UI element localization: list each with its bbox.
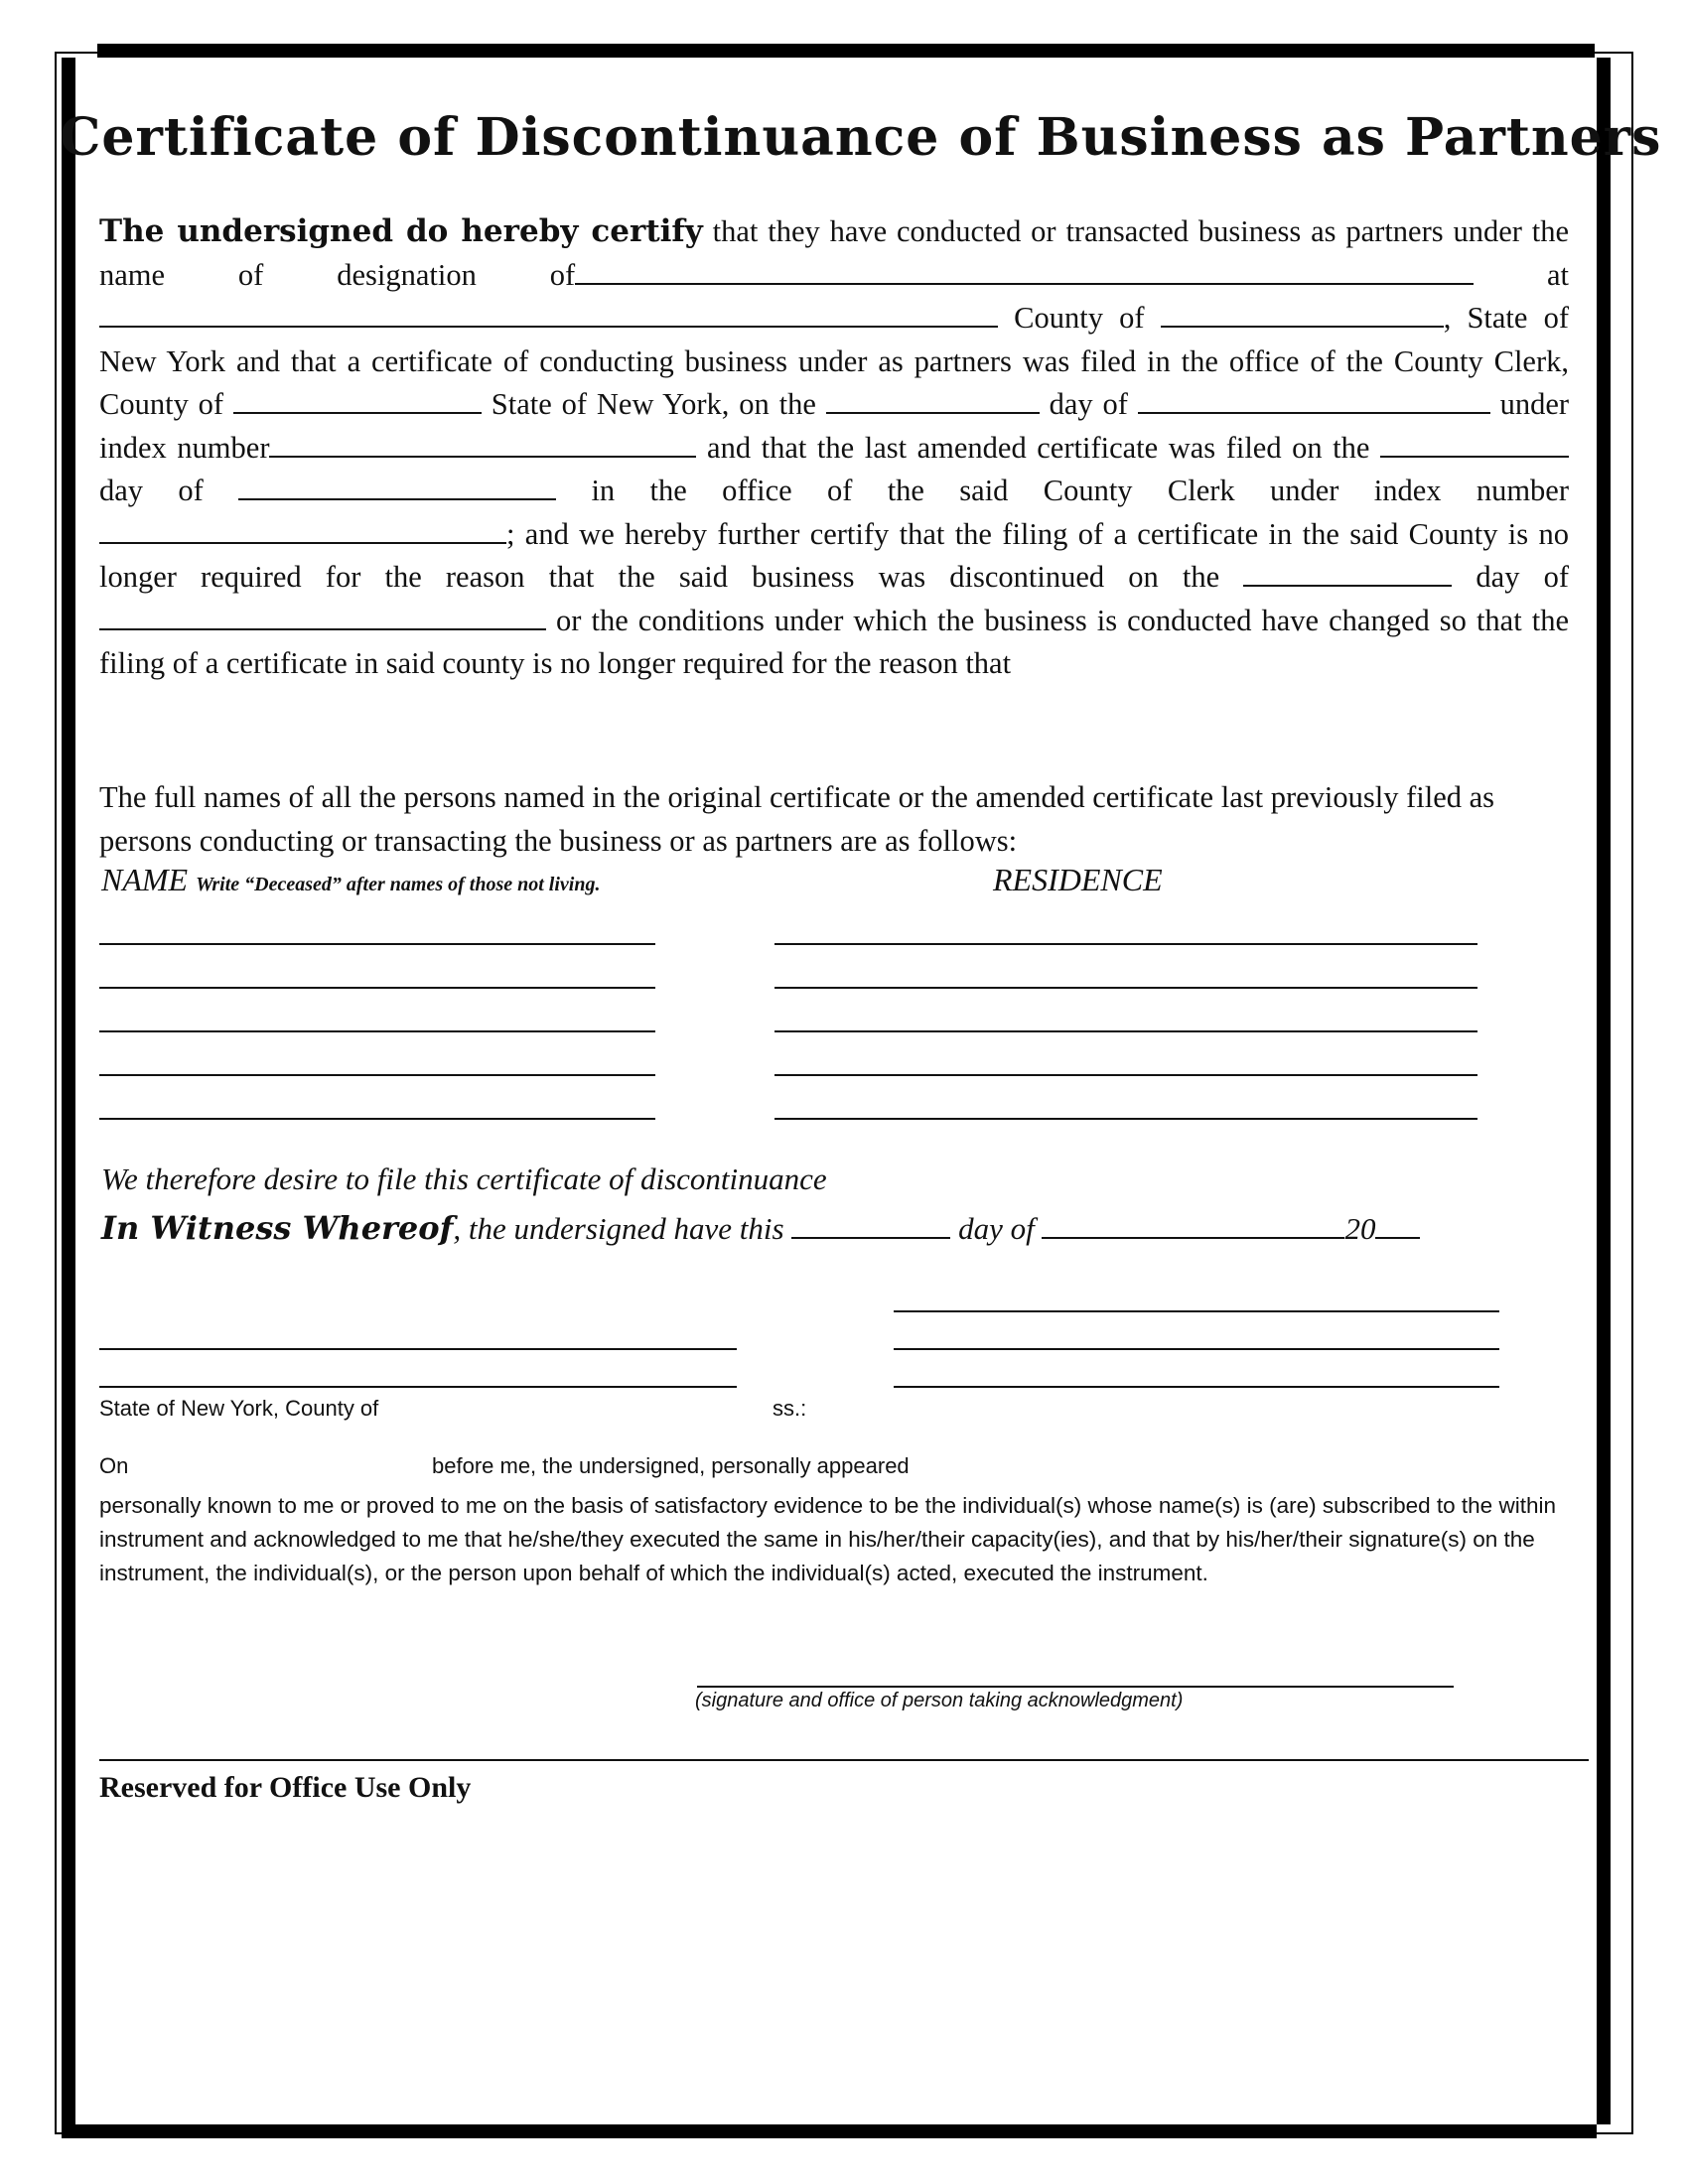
certification-paragraph — [99, 210, 1569, 686]
left-signature-line-1[interactable] — [99, 1348, 737, 1350]
business-name-field[interactable] — [575, 256, 1474, 285]
top-border-bar — [97, 44, 1595, 58]
name-line-5[interactable] — [99, 1118, 655, 1120]
desire-statement: We therefore desire to file this certificate of discontinuance — [101, 1161, 827, 1196]
bottom-border-bar — [62, 2124, 1597, 2138]
signature-caption: (signature and office of person taking acknowledgment) — [695, 1690, 1184, 1711]
discontinued-day-field[interactable] — [1243, 558, 1452, 587]
residence-line-4[interactable] — [774, 1074, 1477, 1076]
text-s7: under index number — [99, 387, 1570, 465]
witness-year-field[interactable] — [1375, 1210, 1420, 1239]
name-line-4[interactable] — [99, 1074, 655, 1076]
ss-label: ss.: — [773, 1396, 807, 1421]
reserved-label: Reserved for Office Use Only — [99, 1771, 472, 1804]
witness-text-3: 20 — [1344, 1211, 1376, 1246]
text-s3: County of — [1014, 301, 1145, 335]
right-signature-line-1[interactable] — [894, 1310, 1499, 1312]
right-signature-line-3[interactable] — [894, 1386, 1499, 1388]
on-label: On — [99, 1453, 129, 1478]
amended-index-field[interactable] — [99, 515, 506, 544]
name-line-2[interactable] — [99, 987, 655, 989]
text-s9: day of — [99, 474, 204, 507]
name-column-header — [101, 862, 600, 898]
text-s11: ; and we hereby further certify that the filing of a certificate in the said County is no longer required for the reason that the said business was discontinued on the — [99, 516, 1569, 594]
text-s10: in the office of the said County Clerk under index number — [591, 474, 1570, 507]
residence-line-1[interactable] — [774, 943, 1477, 945]
text-s1: that they have conducted or transacted business as partners under the name of designation of — [99, 214, 1570, 292]
text-s2: at — [1546, 257, 1569, 292]
amended-day-field[interactable] — [1380, 429, 1569, 458]
lead-phrase: The undersigned do hereby certify — [99, 213, 703, 249]
discontinued-month-field[interactable] — [99, 602, 546, 630]
name-header: NAME — [101, 862, 189, 897]
text-s6: day of — [1049, 387, 1128, 421]
index-number-field[interactable] — [269, 429, 696, 458]
witness-month-field[interactable] — [1042, 1210, 1344, 1239]
notary-paragraph: personally known to me or proved to me on the basis of satisfactory evidence to be the individual(s) whose name(s) is (are) subscribed to the within instrument and acknowledged to me that he/she/they executed the same in his/her/their capacity(ies), and that by his/her/their signature(s) on the instrument, the individual(s), or the person upon behalf of which the individual(s) acted, executed the instrument. — [99, 1493, 1556, 1585]
text-s4: , State of New York and that a certificate of conducting business under as partners was filed in the office of the County Clerk, County of — [99, 301, 1569, 421]
residence-line-3[interactable] — [774, 1030, 1477, 1032]
filed-day-field[interactable] — [826, 385, 1040, 414]
office-use-divider — [99, 1759, 1589, 1761]
witness-gothic: In Witness Whereof — [101, 1209, 454, 1247]
persons-intro: The full names of all the persons named in the original certificate or the amended certificate last previously filed as persons conducting or transacting the business or as partners are as follows: — [99, 780, 1495, 858]
name-note: Write “Deceased” after names of those not living. — [196, 874, 601, 895]
address-field[interactable] — [99, 299, 998, 328]
witness-line — [101, 1209, 1420, 1247]
before-me-label: before me, the undersigned, personally appeared — [432, 1453, 910, 1478]
witness-text-2: day of — [958, 1211, 1035, 1246]
text-s5: State of New York, on the — [491, 387, 816, 421]
name-line-3[interactable] — [99, 1030, 655, 1032]
text-s12: day of — [1476, 560, 1570, 594]
state-county-label: State of New York, County of — [99, 1396, 379, 1421]
right-border-bar — [1597, 58, 1611, 2124]
residence-column-header: RESIDENCE — [993, 862, 1163, 897]
county-field[interactable] — [1161, 299, 1444, 328]
notary-signature-line[interactable] — [697, 1686, 1454, 1688]
left-border-bar — [62, 58, 75, 2124]
residence-line-2[interactable] — [774, 987, 1477, 989]
right-signature-line-2[interactable] — [894, 1348, 1499, 1350]
text-s8: and that the last amended certificate was filed on the — [707, 430, 1370, 465]
filed-month-field[interactable] — [1138, 385, 1490, 414]
clerk-county-field[interactable] — [233, 385, 482, 414]
residence-line-5[interactable] — [774, 1118, 1477, 1120]
page-title: Certificate of Discontinuance of Business as Partners — [60, 107, 1662, 168]
witness-day-field[interactable] — [791, 1210, 950, 1239]
witness-text-1: , the undersigned have this — [453, 1211, 784, 1246]
name-line-1[interactable] — [99, 943, 655, 945]
left-signature-line-2[interactable] — [99, 1386, 737, 1388]
amended-month-field[interactable] — [238, 472, 556, 500]
text-s13: or the conditions under which the business is conducted have changed so that the filing of a certificate in said county is no longer required for the reason that — [99, 603, 1569, 680]
